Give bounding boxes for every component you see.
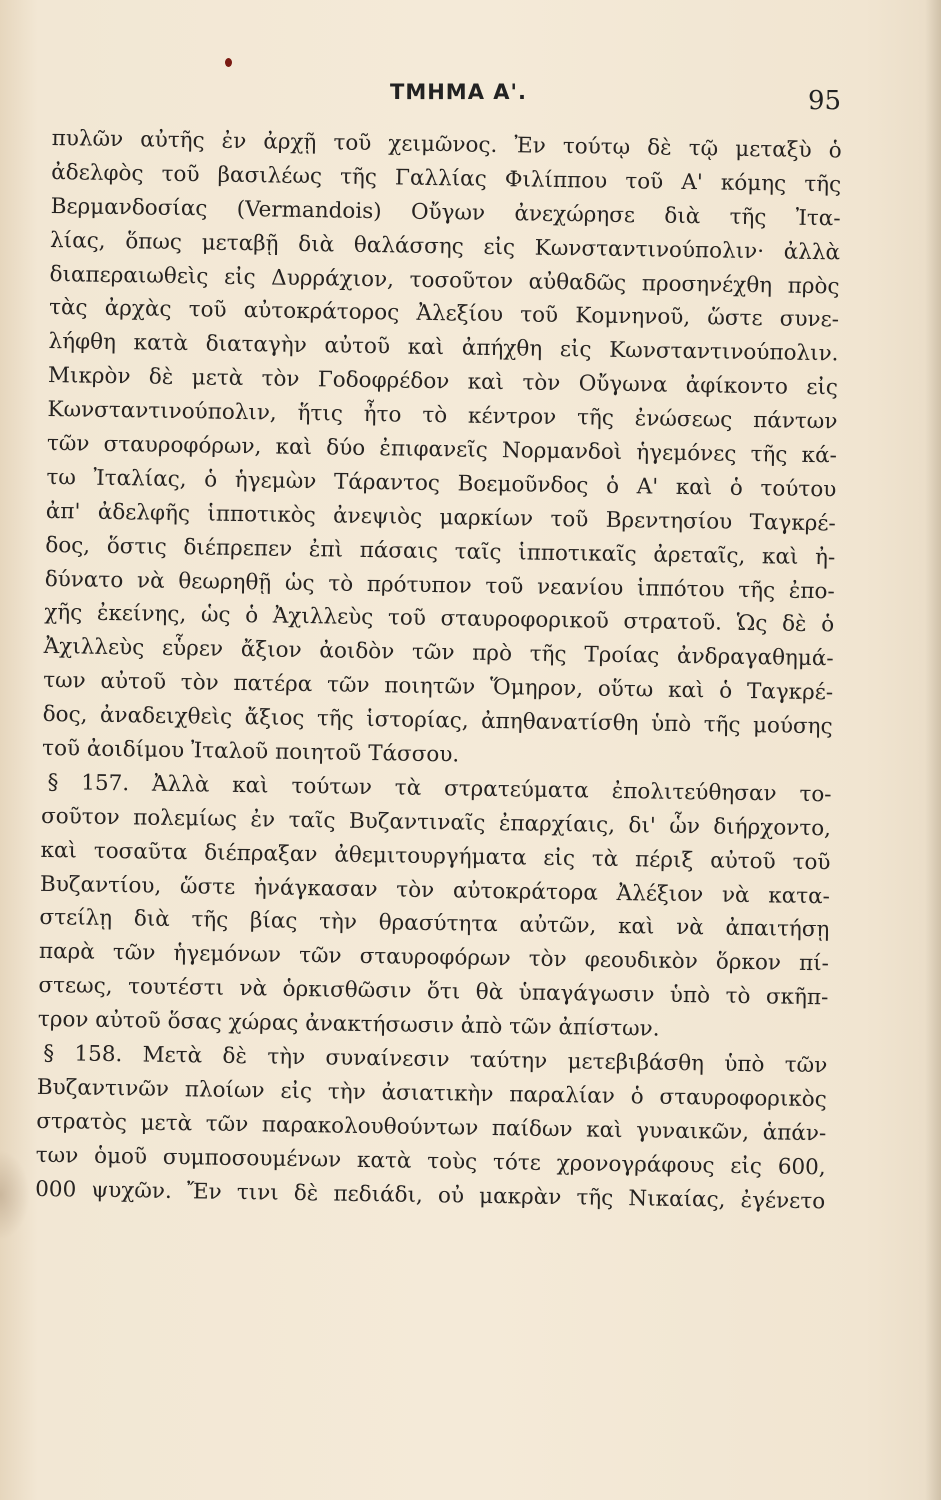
text-line: τῶν σταυροφόρων, καὶ δύο ἐπιφανεῖς Νορμανδοὶ ἡγεμόνες τῆς κά-	[46, 430, 838, 469]
text-line: σοῦτον πολεμίως ἐν ταῖς Βυζαντιναῖς ἐπαρχίαις, δι' ὧν διήρχοντο,	[40, 803, 832, 842]
text-line: ἀδελφὸς τοῦ βασιλέως τῆς Γαλλίας Φιλίππου τοῦ Α' κόμης τῆς	[51, 159, 842, 198]
text-line: δος, ἀναδειχθεὶς ἄξιος τῆς ἱστορίας, ἀπηθανατίσθη ὑπὸ τῆς μούσης	[42, 702, 833, 740]
text-line: λήφθη κατὰ διαταγὴν αὐτοῦ καὶ ἀπήχθη εἰς Κωνσταντινούπολιν.	[48, 329, 839, 367]
text-line: Βερμανδοσίας (Vermandois) Οὔγων ἀνεχώρησε διὰ τῆς Ἰτα-	[50, 193, 841, 232]
text-line: καὶ τοσαῦτα διέπραξαν ἀθεμιτουργήματα εἰς τὰ πέριξ αὐτοῦ τοῦ	[40, 837, 831, 876]
text-line: πυλῶν αὐτῆς ἐν ἀρχῇ τοῦ χειμῶνος. Ἐν τούτῳ δὲ τῷ μεταξὺ ὁ	[51, 125, 842, 164]
text-line: στρατὸς μετὰ τῶν παρακολουθούντων παίδων καὶ γυναικῶν, ἁπάν-	[36, 1108, 827, 1147]
text-line: Βυζαντινῶν πλοίων εἰς τὴν ἀσιατικὴν παραλίαν ὁ σταυροφορικὸς	[36, 1074, 827, 1113]
text-line: διαπεραιωθεὶς εἰς Δυρράχιον, τοσοῦτον αὐθαδῶς προσηνέχθη πρὸς	[49, 261, 840, 299]
text-line: δος, ὅστις διέπρεπεν ἐπὶ πάσαις ταῖς ἱπποτικαῖς ἀρεταῖς, καὶ ἠ-	[45, 532, 836, 571]
text-line: παρὰ τῶν ἡγεμόνων τῶν σταυροφόρων τὸν φεουδικὸν ὅρκον πί-	[38, 939, 830, 977]
section-158-start: § 158. Μετὰ δὲ τὴν συναίνεσιν ταύτην μετεβιβάσθη ὑπὸ τῶν	[43, 1041, 828, 1079]
text-line: τοῦ ἀοιδίμου Ἰταλοῦ ποιητοῦ Τάσσου.	[41, 735, 460, 768]
text-line: δύνατο νὰ θεωρηθῇ ὡς τὸ πρότυπον τοῦ νεανίου ἱππότου τῆς ἐπο-	[44, 566, 835, 604]
text-line: των αὐτοῦ τὸν πατέρα τῶν ποιητῶν Ὅμηρον, οὕτω καὶ ὁ Ταγκρέ-	[43, 668, 834, 706]
page-smudge	[0, 1150, 30, 1240]
running-head: ΤΜΗΜΑ Α'.	[390, 80, 527, 104]
text-line: Μικρὸν δὲ μετὰ τὸν Γοδοφρέδον καὶ τὸν Οὔγωνα ἀφίκοντο εἰς	[47, 363, 839, 401]
section-157-start: § 157. Ἀλλὰ καὶ τούτων τὰ στρατεύματα ἐπολιτεύθησαν το-	[47, 769, 832, 808]
spine-shadow	[925, 0, 941, 1500]
ink-mark	[225, 58, 232, 67]
page-number: 95	[808, 86, 842, 116]
text-line: στείλῃ διὰ τῆς βίας τὴν θρασύτητα αὐτῶν, καὶ νὰ ἀπαιτήσῃ	[39, 905, 830, 943]
text-line: Ἀχιλλεὺς εὗρεν ἄξιον ἀοιδὸν τῶν πρὸ τῆς Τροίας ἀνδραγαθημά-	[43, 634, 834, 672]
text-line: χῆς ἐκείνης, ὡς ὁ Ἀχιλλεὺς τοῦ σταυροφορικοῦ στρατοῦ. Ὡς δὲ ὁ	[44, 600, 835, 638]
text-line: ἀπ' ἀδελφῆς ἱπποτικὸς ἀνεψιὸς μαρκίων τοῦ Βρεντησίου Ταγκρέ-	[45, 498, 836, 537]
text-line: στεως, τουτέστι νὰ ὁρκισθῶσιν ὅτι θὰ ὑπαγάγωσιν ὑπὸ τὸ σκῆπ-	[38, 973, 829, 1011]
text-line: 000 ψυχῶν. Ἔν τινι δὲ πεδιάδι, οὐ μακρὰν τῆς Νικαίας, ἐγένετο	[35, 1176, 826, 1214]
body-text	[35, 122, 842, 1219]
text-line: λίας, ὅπως μεταβῇ διὰ θαλάσσης εἰς Κωνσταντινούπολιν· ἀλλὰ	[49, 227, 841, 266]
text-line: Βυζαντίου, ὥστε ἠνάγκασαν τὸν αὐτοκράτορα Ἀλέξιον νὰ κατα-	[39, 871, 831, 909]
text-line: Κωνσταντινούπολιν, ἥτις ἦτο τὸ κέντρον τῆς ἐνώσεως πάντων	[47, 397, 838, 435]
text-line: τὰς ἀρχὰς τοῦ αὐτοκράτορος Ἀλεξίου τοῦ Κομνηνοῦ, ὥστε συνε-	[48, 295, 840, 333]
text-line: τω Ἰταλίας, ὁ ἡγεμὼν Τάραντος Βοεμοῦνδος ὁ Α' καὶ ὁ τούτου	[46, 464, 837, 503]
text-line: των ὁμοῦ συμποσουμένων κατὰ τοὺς τότε χρονογράφους εἰς 600,	[35, 1142, 826, 1180]
text-line: τρον αὐτοῦ ὅσας χώρας ἀνακτήσωσιν ἀπὸ τῶν ἀπίστων.	[37, 1007, 660, 1042]
